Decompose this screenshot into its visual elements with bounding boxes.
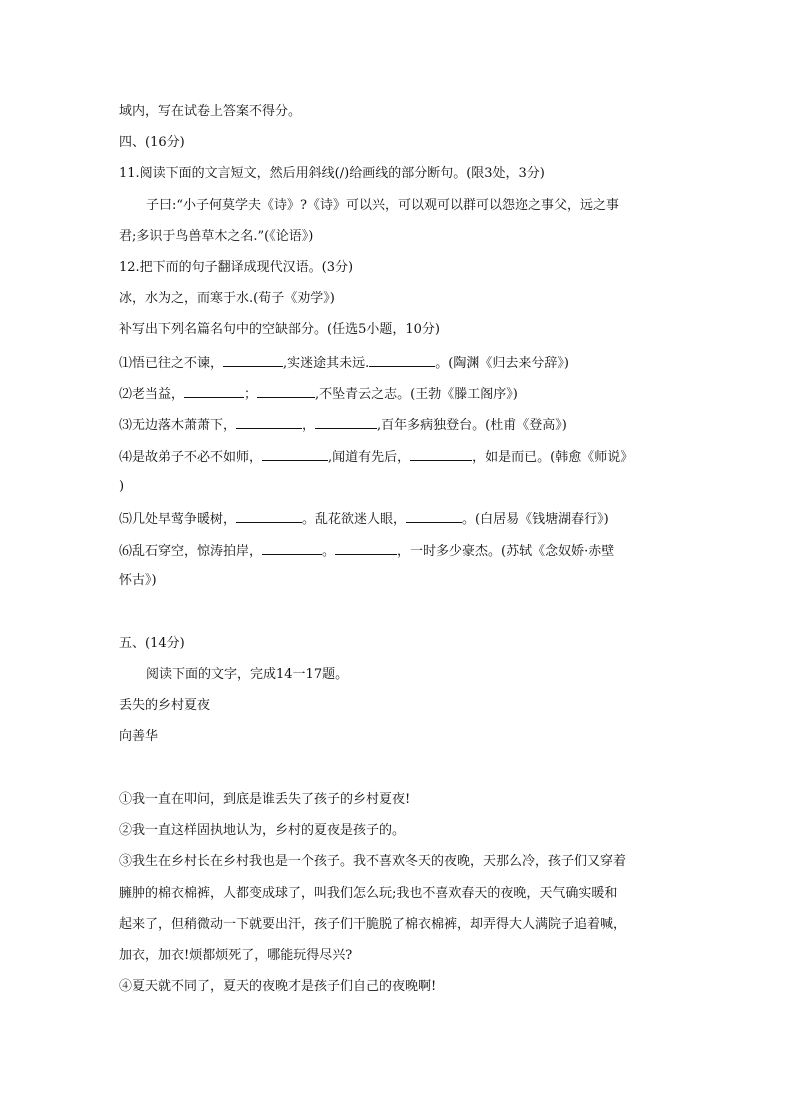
fill-text: ,实迷途其未远.: [283, 356, 370, 371]
fill-item-3: [119, 414, 567, 436]
text-line: ): [119, 479, 125, 494]
fill-text: ，: [302, 418, 316, 433]
answer-blank: [406, 508, 462, 523]
text-line: 怀古》): [119, 573, 157, 588]
article-author: 向善华: [119, 729, 159, 744]
question-11: 11.阅读下面的文言短文，然后用斜线(/)给画线的部分断句。(限3处，3分): [119, 166, 545, 181]
fill-text: 。: [322, 544, 336, 559]
fill-text: ⑸几处早莺争暖树，: [119, 512, 237, 527]
answer-blank: [236, 414, 302, 429]
paragraph-4: ④夏天就不同了，夏天的夜晚才是孩子们自己的夜晚啊!: [119, 979, 437, 994]
text-line: 起来了，但稍微动一下就要出汗，孩子们干脆脱了棉衣棉裤，却弄得大人满院子追着喊，: [119, 917, 627, 932]
text-line: 君;多识于鸟兽草木之名.”(《论语》): [119, 229, 314, 244]
fill-item-2: [119, 383, 518, 405]
answer-blank: [236, 508, 302, 523]
paragraph-3: ③我生在乡村长在乡村我也是一个孩子。我不喜欢冬天的夜晚，天那么冷，孩子们又穿着: [119, 854, 627, 869]
answer-blank: [184, 383, 244, 398]
fill-text: ，如是而已。(韩愈《师说》: [472, 450, 634, 465]
answer-blank: [262, 540, 322, 555]
fill-text: ⑹乱石穿空，惊涛拍岸，: [119, 544, 263, 559]
paragraph-1: ①我一直在叩问，到底是谁丢失了孩子的乡村夏夜!: [119, 792, 411, 807]
answer-blank: [369, 352, 435, 367]
fill-text: ,不坠青云之志。(王勃《滕工阁序》): [315, 387, 518, 402]
fill-text: ,闻道有先后，: [328, 450, 411, 465]
answer-blank: [315, 414, 377, 429]
question-12: 12.把下而的句子翻译成现代汉语。(3分): [119, 260, 354, 275]
answer-blank: [262, 446, 328, 461]
article-title: 丢失的乡村夏夜: [119, 698, 211, 713]
fill-text: ⑷是故弟子不必不如师，: [119, 450, 263, 465]
fill-item-5: [119, 508, 609, 530]
section-heading-five: 五、(14分): [119, 636, 185, 651]
section-heading-four: 四、(16分): [119, 135, 185, 150]
text-line: 域内，写在试卷上答案不得分。: [119, 104, 302, 119]
answer-blank: [257, 383, 315, 398]
paragraph-2: ②我一直这样固执地认为，乡村的夏夜是孩子的。: [119, 823, 406, 838]
fill-text: ⑴悟已往之不谏，: [119, 356, 224, 371]
fill-text: 。(白居易《钱塘湖春行》): [462, 512, 609, 527]
answer-blank: [335, 540, 397, 555]
text-line: 冰，水为之，而寒于水.(荀子《劝学》): [119, 291, 335, 306]
answer-blank: [410, 446, 472, 461]
fill-text: ，一时多少豪杰。(苏轼《念奴娇·赤壁: [397, 544, 615, 559]
text-line: 子曰:“小子何莫学夫《诗》?《诗》可以兴，可以观可以群可以怨迩之事父，远之事: [146, 198, 619, 213]
question-13: 补写出下列名篇名句中的空缺部分。(任选5小题，10分): [119, 322, 440, 337]
fill-text: ⑶无边落木萧萧下，: [119, 418, 237, 433]
fill-item-1: [119, 352, 569, 374]
text-line: 加衣，加衣!烦都烦死了，哪能玩得尽兴?: [119, 948, 353, 963]
fill-text: ；: [244, 387, 258, 402]
answer-blank: [223, 352, 283, 367]
fill-item-6: [119, 540, 614, 562]
reading-instruction: 阅读下面的文字，完成14一17题。: [146, 667, 349, 682]
fill-text: ,百年多病独登台。(杜甫《登高》): [377, 418, 567, 433]
fill-item-4: [119, 446, 633, 468]
fill-text: ⑵老当益，: [119, 387, 185, 402]
fill-text: 。(陶渊《归去来兮辞》): [435, 356, 569, 371]
text-line: 臃肿的棉衣棉裤，人都变成球了，叫我们怎么玩;我也不喜欢春天的夜晚，天气确实暖和: [119, 886, 618, 901]
fill-text: 。乱花欲迷人眼，: [302, 512, 407, 527]
